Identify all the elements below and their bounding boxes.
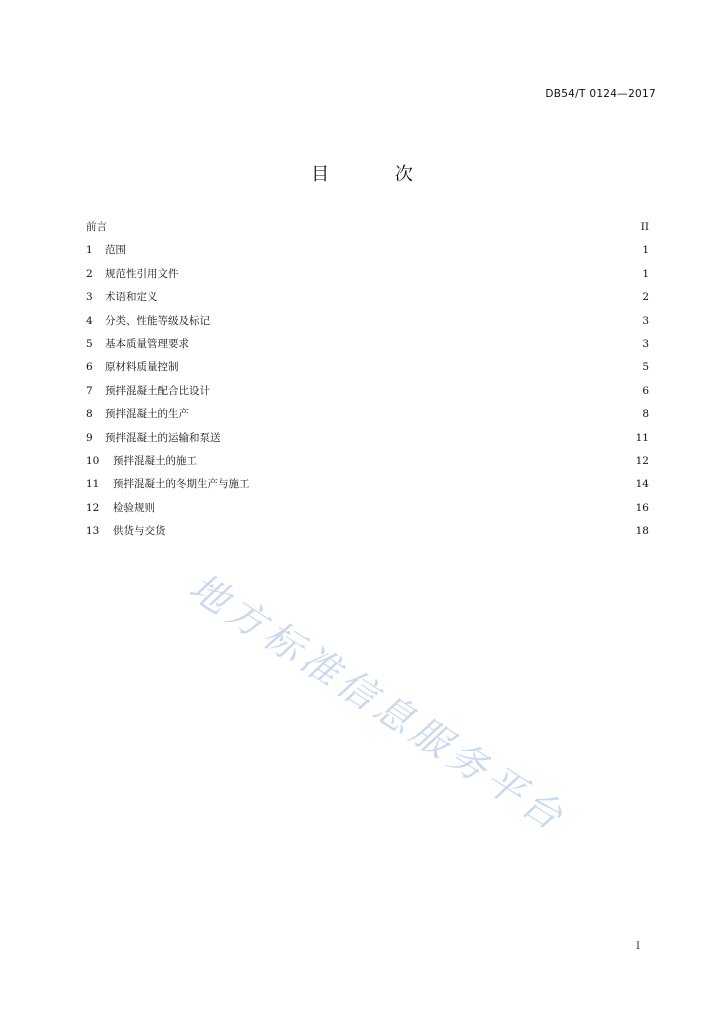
toc-entry-label: 预拌混凝土配合比设计: [105, 384, 210, 397]
toc-entry-page: 8: [642, 408, 649, 421]
toc-dot-leader: [159, 299, 642, 300]
toc-entry-page: 6: [642, 384, 649, 397]
toc-dot-leader: [190, 416, 641, 417]
toc-entry-number: 10: [86, 454, 100, 467]
toc-dot-leader: [180, 276, 642, 277]
table-of-contents: [86, 216, 649, 543]
toc-dot-leader: [167, 533, 635, 534]
toc-entry-page: 3: [642, 314, 649, 327]
page-number: I: [636, 941, 640, 952]
toc-entry-page: 11: [635, 431, 649, 444]
page-title: 目 次: [311, 164, 443, 185]
toc-entry[interactable]: [86, 216, 649, 239]
toc-dot-leader: [198, 463, 635, 464]
toc-entry-page: 2: [642, 291, 649, 304]
toc-entry-number: 2: [86, 267, 93, 280]
toc-entry-label: 基本质量管理要求: [105, 337, 189, 350]
watermark: 地方标准信息服务平台: [181, 564, 575, 842]
toc-entry[interactable]: [86, 380, 649, 403]
toc-entry-number: 5: [86, 337, 93, 350]
toc-entry-label: 预拌混凝土的运输和泵送: [105, 431, 221, 444]
toc-entry-page: 14: [635, 478, 649, 491]
toc-entry[interactable]: [86, 403, 649, 426]
toc-entry-page: 18: [635, 525, 649, 538]
toc-dot-leader: [156, 510, 635, 511]
toc-entry-number: 7: [86, 384, 93, 397]
toc-entry[interactable]: [86, 497, 649, 520]
toc-entry-label: 分类、性能等级及标记: [105, 314, 210, 327]
toc-entry-label: 供货与交货: [113, 525, 166, 538]
toc-entry-page: 1: [642, 267, 649, 280]
toc-entry-number: 12: [86, 501, 100, 514]
toc-entry[interactable]: [86, 356, 649, 379]
toc-dot-leader: [222, 440, 635, 441]
toc-entry[interactable]: [86, 310, 649, 333]
toc-entry-label: 前言: [86, 221, 107, 233]
toc-entry[interactable]: [86, 473, 649, 496]
toc-entry[interactable]: [86, 239, 649, 262]
toc-entry[interactable]: [86, 427, 649, 450]
toc-entry-page: 1: [642, 244, 649, 257]
toc-dot-leader: [211, 323, 641, 324]
toc-entry-number: 13: [86, 525, 100, 538]
toc-entry-label: 预拌混凝土的冬期生产与施工: [113, 478, 250, 491]
toc-entry-number: 8: [86, 408, 93, 421]
toc-entry-number: 1: [86, 244, 93, 257]
toc-entry-number: 3: [86, 291, 93, 304]
toc-entry[interactable]: [86, 333, 649, 356]
toc-entry-label: 范围: [105, 244, 126, 257]
toc-entry-page: 12: [635, 454, 649, 467]
toc-entry-page: 3: [642, 337, 649, 350]
toc-entry[interactable]: [86, 263, 649, 286]
toc-entry[interactable]: [86, 450, 649, 473]
toc-dot-leader: [180, 369, 642, 370]
toc-dot-leader: [108, 229, 640, 230]
toc-entry-number: 11: [86, 478, 100, 491]
toc-entry[interactable]: [86, 286, 649, 309]
toc-entry-label: 原材料质量控制: [105, 361, 179, 374]
toc-entry-label: 术语和定义: [105, 291, 158, 304]
toc-entry-number: 9: [86, 431, 93, 444]
toc-dot-leader: [211, 393, 641, 394]
toc-entry-label: 预拌混凝土的施工: [113, 454, 197, 467]
toc-entry-page: 5: [642, 361, 649, 374]
toc-entry-label: 规范性引用文件: [105, 267, 179, 280]
toc-entry-number: 6: [86, 361, 93, 374]
document-code: DB54/T 0124—2017: [545, 88, 656, 100]
toc-entry-label: 检验规则: [113, 501, 155, 514]
toc-entry-number: 4: [86, 314, 93, 327]
toc-dot-leader: [251, 486, 635, 487]
toc-entry-page: II: [640, 221, 649, 233]
toc-entry-label: 预拌混凝土的生产: [105, 408, 189, 421]
toc-dot-leader: [190, 346, 641, 347]
toc-dot-leader: [127, 252, 641, 253]
toc-entry[interactable]: [86, 520, 649, 543]
toc-entry-page: 16: [635, 501, 649, 514]
